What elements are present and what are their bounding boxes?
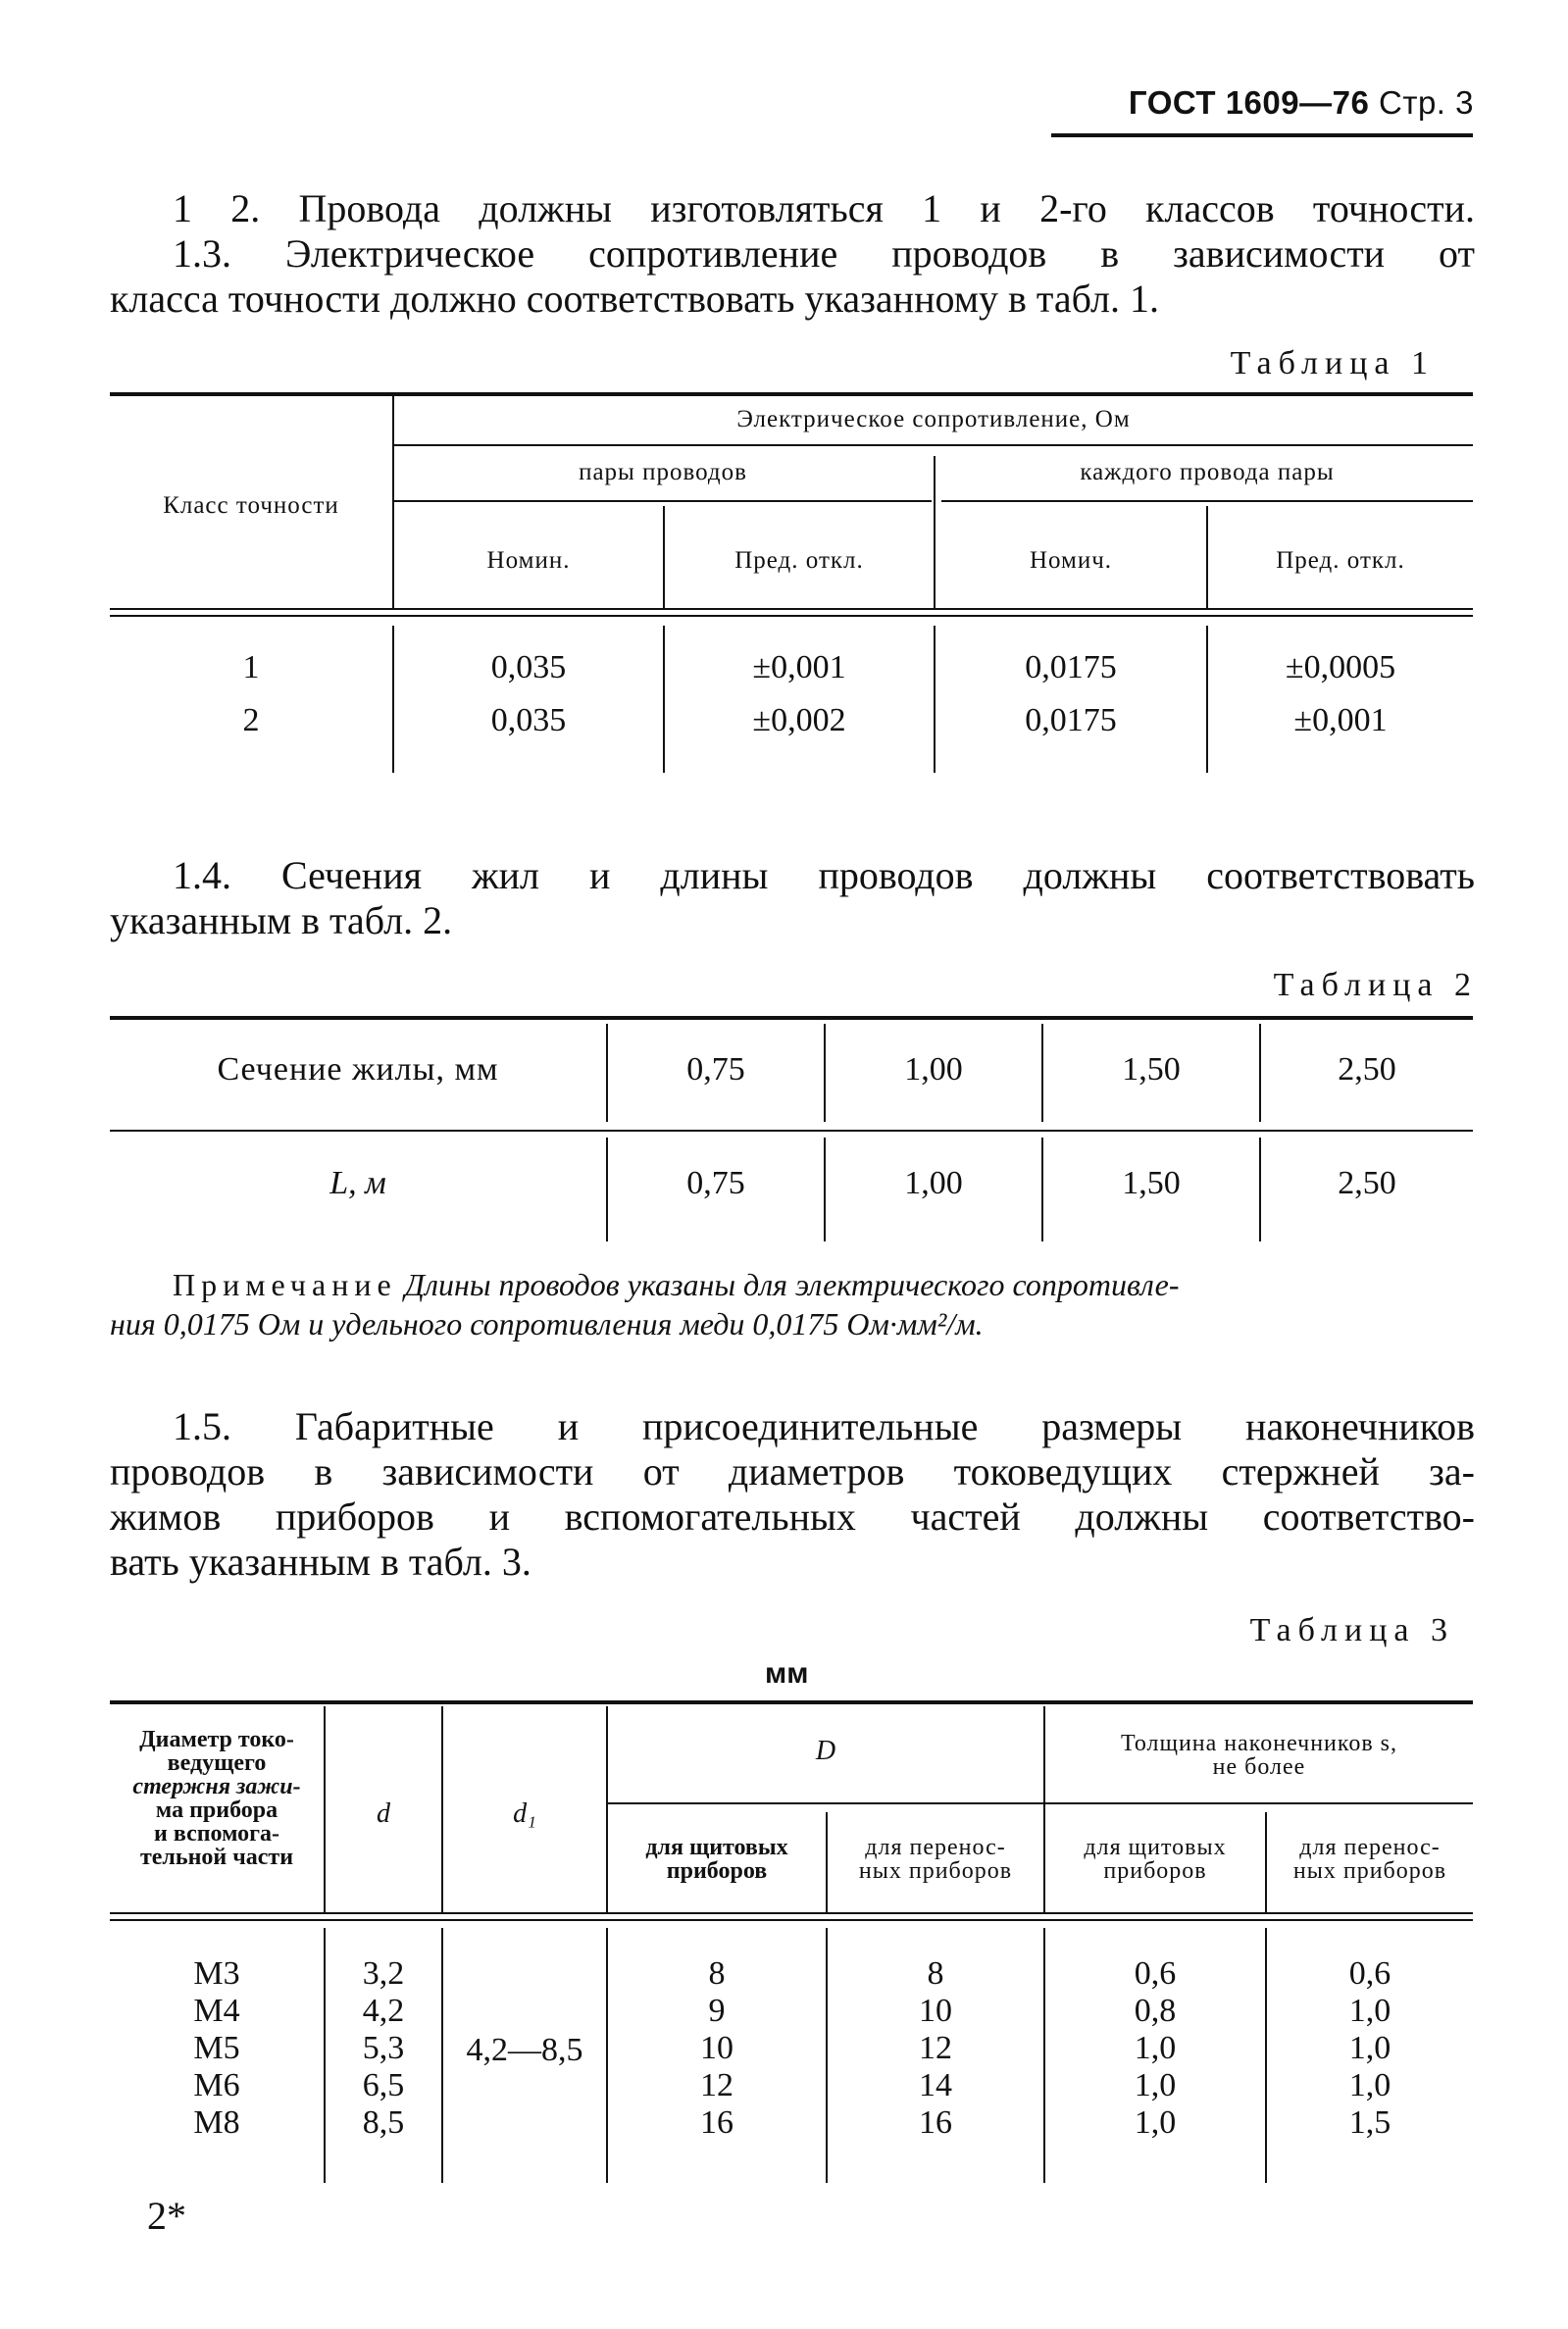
table3-cell: 1,0 (1348, 2067, 1391, 2103)
table1-col-dev-each: Пред. откл. (1276, 547, 1405, 574)
table3-cell: М6 (193, 2067, 240, 2103)
para-1-5-line-2: проводов в зависимости от диаметров токоведущих стержней за- (110, 1449, 1475, 1494)
table2-row1-label: Сечение жилы, мм (217, 1051, 499, 1088)
table1-cell: 0,035 (490, 702, 567, 738)
table3-col-d1: d₁ (513, 1798, 536, 1829)
table3-cell: 12 (700, 2067, 733, 2103)
paragraph-1-4 (110, 853, 1475, 943)
table3-cell: М4 (193, 1993, 240, 2029)
table1-sub-pair: пары проводов (579, 459, 747, 485)
table3-cell: 3,2 (362, 1955, 405, 1992)
para-1-5-line-1: 1.5. Габаритные и присоединительные размеры наконечников (173, 1404, 1475, 1448)
footer-mark: 2* (147, 2194, 186, 2238)
header-rule (1051, 133, 1473, 137)
para-1-3-line-2: класса точности должно соответствовать указанному в табл. 1. (110, 277, 1159, 321)
table3-sub-panel: для щитовых приборов (645, 1835, 788, 1884)
table3-cell: 0,6 (1348, 1955, 1391, 1992)
table3-cell: 0,8 (1134, 1993, 1177, 2029)
para-1-4-line-1: 1.4. Сечения жил и длины проводов должны соответствовать (173, 853, 1475, 897)
gost-number: ГОСТ 1609—76 (1128, 84, 1370, 121)
table3-cell: 0,6 (1134, 1955, 1177, 1992)
para-1-4-line-2: указанным в табл. 2. (110, 898, 453, 942)
table3-cell: М5 (193, 2030, 240, 2066)
table1-col-dev-pair: Пред. откл. (734, 547, 864, 574)
table2-cell: 0,75 (686, 1051, 745, 1088)
table3-cell: 1,5 (1348, 2104, 1391, 2141)
table3-cell: М8 (193, 2104, 240, 2141)
table1-col-class: Класс точности (163, 492, 339, 519)
table3-col-s: Толщина наконечников s, не более (1120, 1731, 1398, 1780)
table3-cell: 4,2 (362, 1993, 405, 2029)
para-1-3-line-1: 1.3. Электрическое сопротивление проводов в зависимости от (173, 231, 1475, 276)
table3-col-d: d (377, 1798, 390, 1829)
table1-cell: 0,035 (490, 649, 567, 685)
table3-col-D: D (815, 1736, 836, 1766)
para-1-5-line-3: жимов приборов и вспомогательных частей должны соответство- (110, 1494, 1475, 1539)
table3-cell: 16 (700, 2104, 733, 2141)
para-1-5-line-4: вать указанным в табл. 3. (110, 1540, 531, 1584)
table3-cell: 5,3 (362, 2030, 405, 2066)
table1-cell: 0,0175 (1025, 649, 1117, 685)
table3-cell: 8,5 (362, 2104, 405, 2141)
table2-note (110, 1265, 1475, 1343)
page-header (1129, 84, 1474, 122)
table3-cell: 8 (927, 1955, 944, 1992)
table1-col-nom-each: Номич. (1029, 547, 1113, 574)
table3-cell: 1,0 (1134, 2030, 1177, 2066)
table3-sub-portable-s: для перенос- ных приборов (1292, 1835, 1447, 1884)
table2-cell: 1,50 (1122, 1051, 1181, 1088)
table1-caption: Таблица 1 (1230, 345, 1435, 381)
table2-caption: Таблица 2 (1273, 967, 1478, 1003)
table1-cell: 2 (242, 702, 260, 738)
table3-cell: 12 (919, 2030, 952, 2066)
table1-cell: 1 (242, 649, 260, 685)
table3-cell: 1,0 (1134, 2067, 1177, 2103)
note-line-2: ния 0,0175 Ом и удельного сопротивления меди 0,0175 Ом·мм²/м. (110, 1306, 984, 1342)
page-number: Стр. 3 (1379, 84, 1474, 121)
table2-cell: 0,75 (686, 1165, 745, 1201)
table2-cell: 1,50 (1122, 1165, 1181, 1201)
table3-sub-portable: для перенос- ных приборов (858, 1835, 1013, 1884)
table1-cell: ±0,001 (752, 649, 846, 685)
table3-col-diameter: Диаметр токо- ведущего стержня зажи- ма прибора и вспомога- тельной части (132, 1727, 301, 1870)
table1-cell: 0,0175 (1025, 702, 1117, 738)
table3-cell: 10 (919, 1993, 952, 2029)
table2-cell: 2,50 (1338, 1051, 1396, 1088)
table3-caption: Таблица 3 (1249, 1612, 1454, 1648)
table1-cell: ±0,002 (752, 702, 846, 738)
table2-cell: 1,00 (904, 1165, 963, 1201)
table3-sub-panel-s: для щитовых приборов (1084, 1835, 1227, 1884)
table1-col-nom-pair: Номин. (486, 547, 571, 574)
table2-row2-label: L, м (329, 1165, 386, 1201)
paragraph-1-5 (110, 1404, 1475, 1585)
table2-cell: 1,00 (904, 1051, 963, 1088)
table3-cell: 9 (708, 1993, 726, 2029)
table3-cell: 8 (708, 1955, 726, 1992)
table3-cell: 10 (700, 2030, 733, 2066)
para-1-2-line: 1 2. Провода должны изготовляться 1 и 2-го классов точности. (173, 186, 1475, 230)
table3-cell: 6,5 (362, 2067, 405, 2103)
table2-cell: 2,50 (1338, 1165, 1396, 1201)
note-line-1: Длины проводов указаны для электрического сопротивле- (396, 1267, 1180, 1302)
table3-cell: 1,0 (1348, 1993, 1391, 2029)
note-label: Примечание (173, 1267, 397, 1302)
table3-cell: 1,0 (1134, 2104, 1177, 2141)
table1-group-header: Электрическое сопротивление, Ом (736, 406, 1131, 432)
table1-cell: ±0,0005 (1285, 649, 1396, 685)
table1-cell: ±0,001 (1293, 702, 1388, 738)
paragraph-1-2-1-3 (110, 186, 1475, 322)
table3-cell: 1,0 (1348, 2030, 1391, 2066)
table1-sub-each: каждого провода пары (1080, 459, 1335, 485)
table3-d1-value: 4,2—8,5 (466, 2032, 583, 2068)
table3-cell: 16 (919, 2104, 952, 2141)
table3-cell: 14 (919, 2067, 952, 2103)
table3-units: мм (765, 1657, 809, 1690)
table3-cell: М3 (193, 1955, 240, 1992)
